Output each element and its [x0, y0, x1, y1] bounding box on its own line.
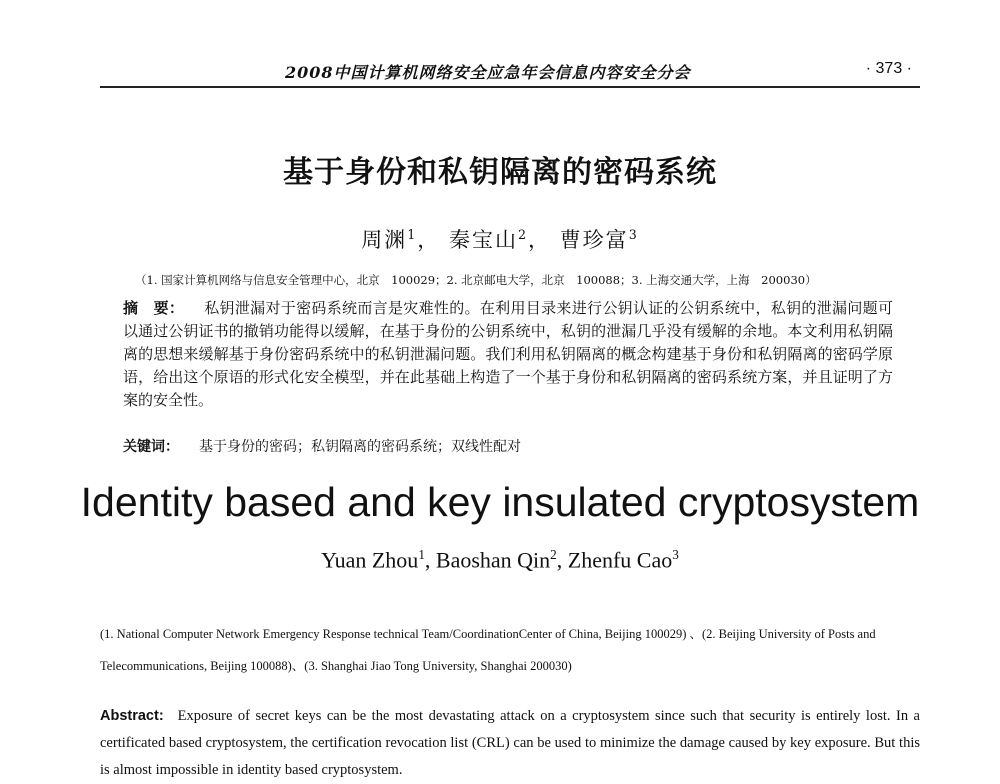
abstract-english	[100, 703, 920, 784]
author-name: 曹珍富	[559, 228, 629, 252]
running-header	[100, 52, 920, 88]
authors-english	[0, 547, 1000, 573]
author-separator: ,	[556, 547, 568, 573]
author-name: Yuan Zhou	[321, 547, 419, 573]
paper-title-english: Identity based and key insulated cryptosystem	[80, 479, 920, 525]
affiliations-english: (1. National Computer Network Emergency Response technical Team/CoordinationCenter of China, Beijing 100029) 、(2. Beijing University of Posts and Telecommunications, Beijing 100088)、(3. Shanghai Jiao Tong University, Shanghai 200030)	[100, 627, 876, 673]
author-affil-index: 3	[672, 547, 679, 562]
author-separator: ,	[424, 547, 436, 573]
abstract-label-english: Abstract:	[100, 708, 164, 724]
abstract-chinese	[123, 297, 893, 412]
affiliations-chinese: （1. 国家计算机网络与信息安全管理中心，北京 100029；2. 北京邮电大学，北京 100088；3. 上海交通大学，上海 200030）	[135, 273, 817, 287]
authors-chinese	[0, 224, 1000, 254]
author-name: 周渊	[361, 228, 408, 252]
author-affil-index: 2	[517, 227, 528, 242]
author-affil-index: 2	[550, 547, 557, 562]
abstract-text-english: Exposure of secret keys can be the most devastating attack on a cryptosystem since such that security is entirely lost. In a certificated based cryptosystem, the certification revocation list (CRL) can be used to minimize the damage caused by key exposure. But this is almost impossible in identity based cryptosystem.	[100, 708, 920, 778]
author-affil-index: 1	[407, 227, 418, 242]
author-name: 秦宝山	[448, 228, 518, 252]
keywords-label-chinese: 关键词：	[123, 439, 179, 455]
author-name: Baoshan Qin	[435, 547, 551, 573]
paper-title-chinese: 基于身份和私钥隔离的密码系统	[283, 155, 717, 190]
author-separator: ，	[417, 228, 441, 252]
keywords-text-chinese: 基于身份的密码；私钥隔离的密码系统；双线性配对	[199, 439, 521, 455]
abstract-text-chinese: 私钥泄漏对于密码系统而言是灾难性的。在利用目录来进行公钥认证的公钥系统中，私钥的泄漏问题可以通过公钥证书的撤销功能得以缓解，在基于身份的公钥系统中，私钥的泄漏几乎没有缓解的余地。本文利用私钥隔离的思想来缓解基于身份密码系统中的私钥泄漏问题。我们利用私钥隔离的概念构建基于身份和私钥隔离的密码学原语，给出这个原语的形式化安全模型，并在此基础上构造了一个基于身份和私钥隔离的密码系统方案，并且证明了方案的安全性。	[123, 299, 893, 409]
abstract-label-chinese: 摘 要：	[123, 299, 185, 317]
page-number: · 373 ·	[865, 60, 912, 77]
author-separator: ，	[528, 228, 551, 252]
author-affil-index: 3	[628, 227, 639, 242]
author-name: Zhenfu Cao	[567, 547, 673, 573]
author-affil-index: 1	[418, 547, 425, 562]
keywords-chinese	[123, 436, 893, 456]
journal-title: 2008中国计算机网络安全应急年会信息内容安全分会	[285, 63, 691, 82]
